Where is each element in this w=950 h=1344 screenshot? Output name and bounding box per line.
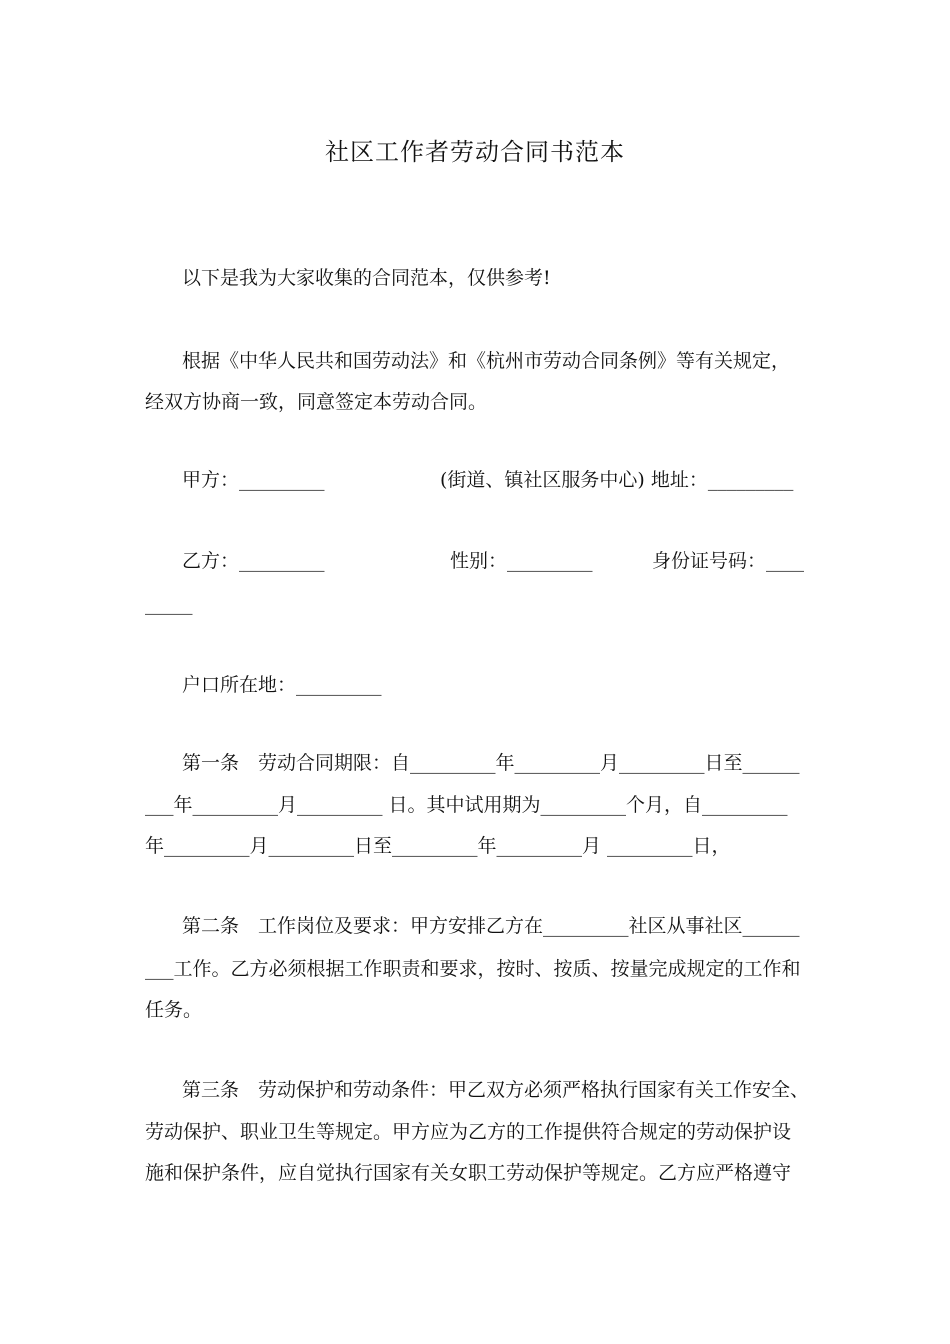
article-2-line-3: 任务。 xyxy=(145,999,203,1021)
party-b-gender: 性别：_________ xyxy=(450,550,593,572)
basis-line-1: 根据《中华人民共和国劳动法》和《杭州市劳动合同条例》等有关规定， xyxy=(182,350,791,372)
party-b-id-label: 身份证号码：____ xyxy=(652,550,805,572)
article-2-line-1: 第二条 工作岗位及要求：甲方安排乙方在_________社区从事社区______ xyxy=(182,915,800,937)
article-1-line-2: ___年_________月_________ 日。其中试用期为_________个月，自_________ xyxy=(145,794,788,816)
article-2-line-2: ___工作。乙方必须根据工作职责和要求，按时、按质、按量完成规定的工作和 xyxy=(145,958,801,980)
party-a-address: (街道、镇社区服务中心) 地址：_________ xyxy=(440,469,794,491)
intro-text: 以下是我为大家收集的合同范本，仅供参考! xyxy=(182,267,551,289)
article-1-line-1: 第一条 劳动合同期限：自_________年_________月_________日至______ xyxy=(182,752,800,774)
basis-line-2: 经双方协商一致，同意签定本劳动合同。 xyxy=(145,391,488,413)
document-title: 社区工作者劳动合同书范本 xyxy=(325,138,625,166)
party-b-id-continued: _____ xyxy=(145,593,193,615)
hukou-label: 户口所在地：_________ xyxy=(182,674,382,696)
article-3-line-1: 第三条 劳动保护和劳动条件：甲乙双方必须严格执行国家有关工作安全、 xyxy=(182,1079,810,1101)
article-3-line-3: 施和保护条件，应自觉执行国家有关女职工劳动保护等规定。乙方应严格遵守 xyxy=(145,1162,792,1184)
article-3-line-2: 劳动保护、职业卫生等规定。甲方应为乙方的工作提供符合规定的劳动保护设 xyxy=(145,1121,792,1143)
party-a-label: 甲方：_________ xyxy=(182,469,325,491)
party-b-label: 乙方：_________ xyxy=(182,550,325,572)
article-1-line-3: 年_________月_________日至_________年_________月 _________日， xyxy=(145,835,731,857)
